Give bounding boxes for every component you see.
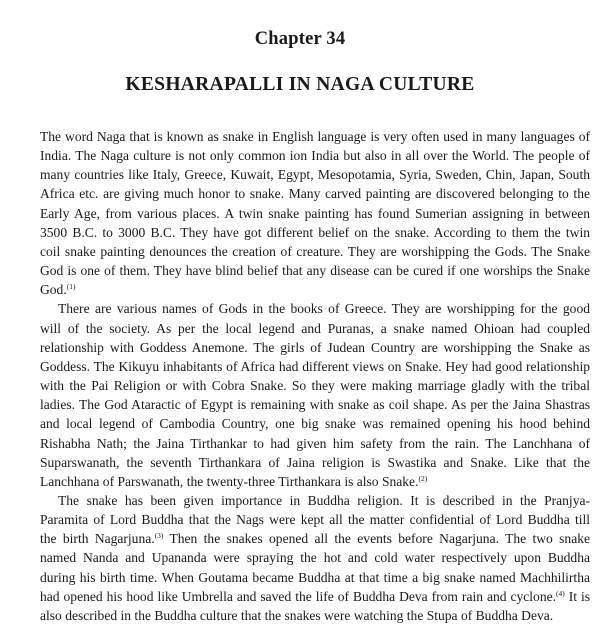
text-line: many countries like Italy, Greece, Kuwait, Egypt, Mesopotamia, Syria, Sweden, Chin, Japan, South bbox=[40, 167, 590, 183]
text-line: named Nanda and Upananda were spraying the hot and cold water respectively upon Buddha bbox=[40, 550, 590, 566]
footnote-marker: (3) bbox=[154, 531, 164, 541]
footnote-marker: (2) bbox=[418, 473, 428, 483]
text-line: also described in the Buddha culture that the snakes were watching the Stupa of Buddha Deva. bbox=[40, 607, 554, 623]
text-line: relationship with Goddess Anemone. The girls of Judean Country are worshipping the Snake as bbox=[40, 339, 590, 355]
text-line: with the Pai Religion or with Cobra Snake. So they were making marriage gladly with the tribal bbox=[40, 378, 590, 394]
chapter-title: KESHARAPALLI IN NAGA CULTURE bbox=[125, 74, 475, 95]
chapter-number: Chapter 34 bbox=[254, 29, 346, 49]
chapter-body bbox=[40, 127, 590, 625]
text-line: Lanchhana of Parswanath, the twenty-three Tirthankara is also Snake.$^{(2)}$ bbox=[40, 473, 428, 489]
text-line: God.$^{(1)}$ bbox=[40, 282, 76, 298]
text-line: Goddess. The Kikuyu inhabitants of Africa had different views on Snake. Hey had good relationship bbox=[40, 358, 590, 374]
paragraph-2 bbox=[40, 299, 590, 491]
text-line: The snake has been given importance in Buddha religion. It is described in the Pranjya- bbox=[58, 492, 590, 508]
text-line: had opened his hood like Umbrella and saved the life of Buddha Deva from rain and cyclone.$^{(4)}$ It is bbox=[40, 588, 590, 604]
text-line: India. The Naga culture is not only common ion India but also in all over the World. The people of bbox=[40, 148, 590, 164]
text-line: Rishabha Nath; the Jaina Tirthankar to had given him safety from the rain. The Lanchhana of bbox=[40, 435, 590, 451]
footnote-marker: (4) bbox=[556, 588, 565, 598]
text-line: the birth Nagarjuna.$^{(3)}$ Then the snakes opened all the events before Nagarjuna. The two snake bbox=[40, 531, 591, 547]
text-line: Early Age, from various places. A twin snake painting has found Sumerian assigning in between bbox=[40, 205, 590, 221]
text-line: The word Naga that is known as snake in English language is very often used in many languages of bbox=[40, 129, 590, 144]
text-line: Paramita of Lord Buddha that the Nags were kept all the matter confidential of Lord Buddha till bbox=[40, 512, 590, 528]
text-line: will of the society. As per the local legend and Puranas, a snake named Ohioan had coupled bbox=[40, 320, 590, 336]
text-line: God is one of them. They have blind belief that any disease can be cured if one worships the Snake bbox=[40, 263, 590, 279]
text-line: and local legend of Cambodia Country, one big snake was remained opening his hood behind bbox=[40, 416, 590, 432]
text-line: coil snake painting denounces the creation of creature. They are worshipping the Gods. The Snake bbox=[40, 243, 590, 259]
paragraph-1 bbox=[40, 127, 590, 299]
text-line: 3500 B.C. to 3000 B.C. They have got different belief on the snake. According to them the twin bbox=[40, 224, 590, 240]
footnote-marker: (1) bbox=[66, 282, 76, 292]
text-line: ladies. The God Ataractic of Egypt is remaining with snake as coil shape. As per the Jaina Shastras bbox=[40, 397, 590, 413]
text-line: during his birth time. When Goutama became Buddha at that time a big snake named Machhilirtha bbox=[40, 569, 590, 585]
paragraph-3 bbox=[40, 491, 590, 625]
text-line: Suparswanath, the seventh Tirthankara of Jaina religion is Swastika and Snake. Like that the bbox=[40, 454, 590, 470]
text-line: There are various names of Gods in the books of Greece. They are worshipping for the good bbox=[58, 301, 590, 317]
text-line: Africa etc. are giving much honor to snake. Many carved painting are discovered belonging to the bbox=[40, 186, 590, 202]
